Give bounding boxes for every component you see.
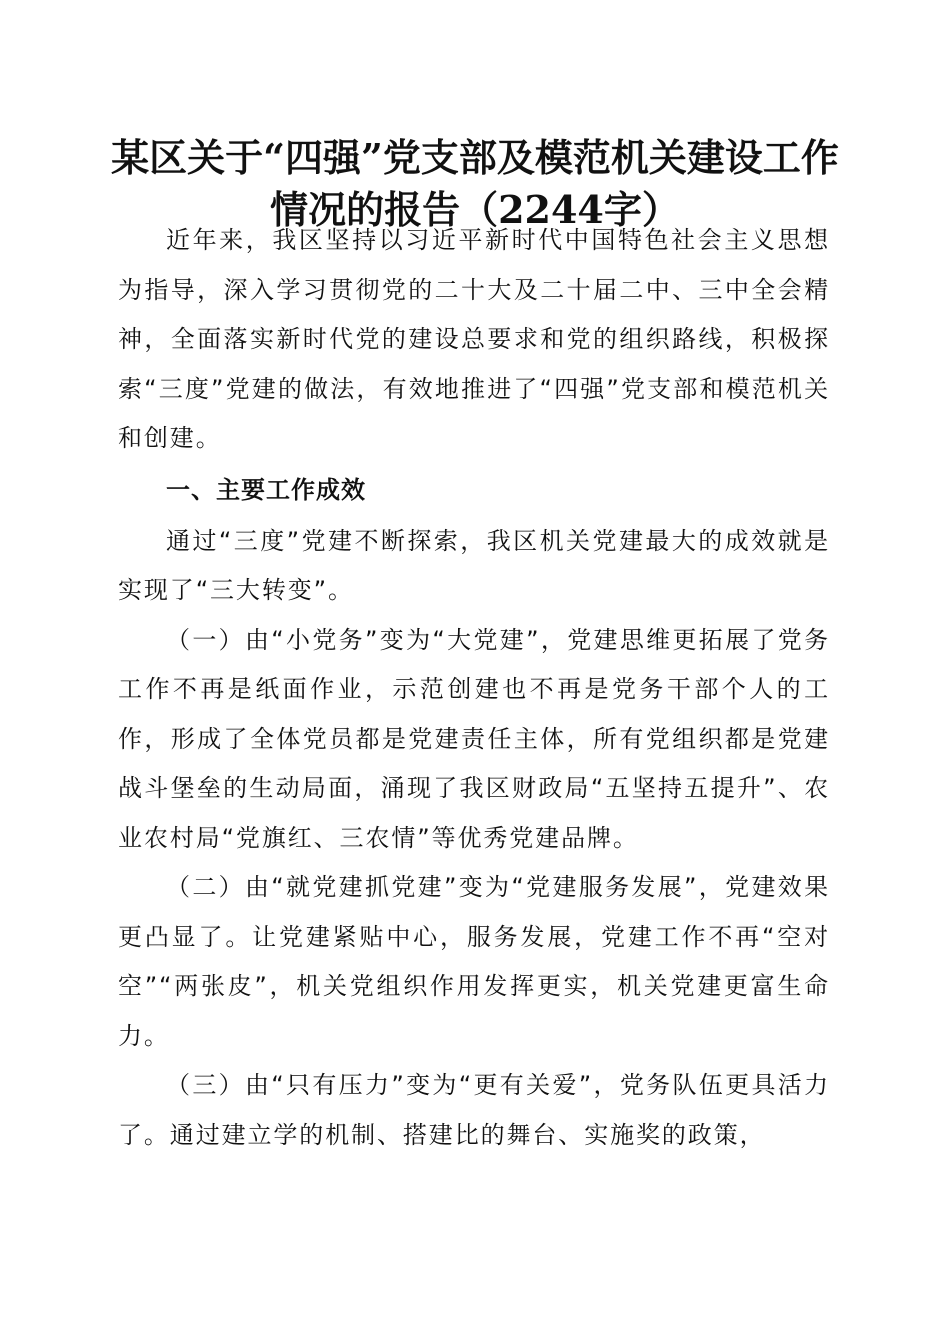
summary-paragraph: 通过“三度”党建不断探索，我区机关党建最大的成效就是实现了“三大转变”。 <box>118 526 830 604</box>
title-line-1: 某区关于“四强”党支部及模范机关建设工作 <box>111 135 839 180</box>
title-line-2: 情况的报告（2244字） <box>270 187 680 232</box>
transformation-paragraph-2: （二）由“就党建抓党建”变为“党建服务发展”，党建效果更凸显了。让党建紧贴中心，服务发展，党建工作不再“空对空”“两张皮”，机关党组织作用发挥更实，机关党建更富生命力。 <box>118 873 830 1050</box>
intro-paragraph: 近年来，我区坚持以习近平新时代中国特色社会主义思想为指导，深入学习贯彻党的二十大及二十届二中、三中全会精神，全面落实新时代党的建设总要求和党的组织路线，积极探索“三度”党建的做法，有效地推进了“四强”党支部和模范机关和创建。 <box>118 226 830 452</box>
section-heading: 一、主要工作成效 <box>166 475 366 504</box>
document-body <box>118 216 830 1160</box>
transformation-paragraph-1: （一）由“小党务”变为“大党建”，党建思维更拓展了党务工作不再是纸面作业，示范创建也不再是党务干部个人的工作，形成了全体党员都是党建责任主体，所有党组织都是党建战斗堡垒的生动局面，涌现了我区财政局“五坚持五提升”、农业农村局“党旗红、三农情”等优秀党建品牌。 <box>118 625 830 852</box>
transformation-paragraph-3: （三）由“只有压力”变为“更有关爱”，党务队伍更具活力了。通过建立学的机制、搭建比的舞台、实施奖的政策， <box>118 1071 830 1149</box>
